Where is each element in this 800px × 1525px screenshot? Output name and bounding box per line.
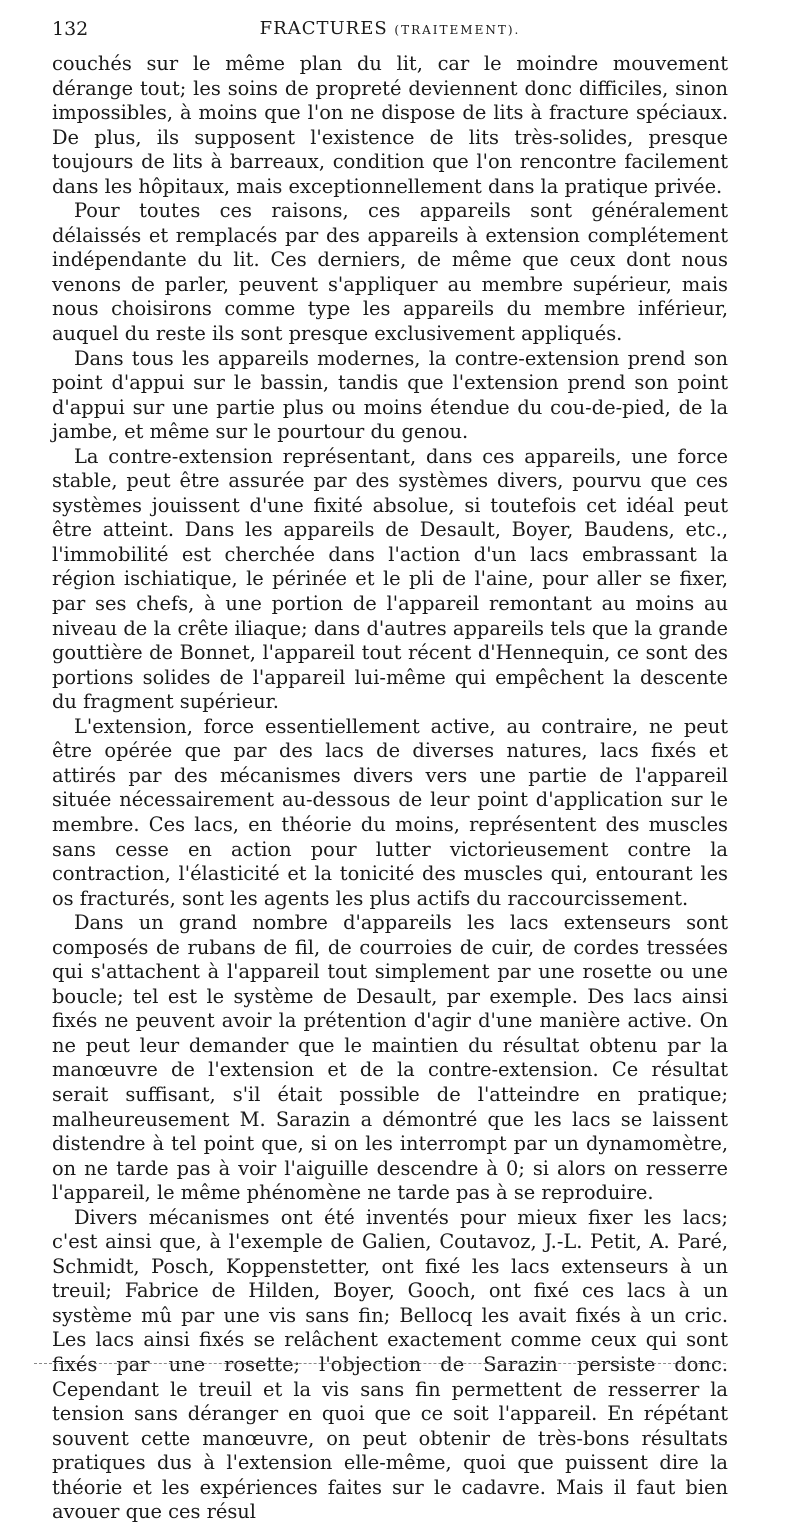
running-head xyxy=(52,18,728,39)
footnote-rule xyxy=(34,1363,726,1364)
paragraph-7: Divers mécanismes ont été inventés pour mieux fixer les lacs; c'est ainsi que, à l'exemple de Galien, Coutavoz, J.-L. Petit, A. Paré, Schmidt, Posch, Koppenstetter, ont fixé les lacs extenseurs à un treuil; Fabrice de Hilden, Boyer, Gooch, ont fixé ces lacs à un système mû par une vis sans fin; Bellocq les avait fixés à un cric. Les lacs ainsi fixés se relâchent exactement comme ceux qui sont fixés par une rosette; l'objection de Sarazin persiste donc. Cependant le treuil et la vis sans fin permettent de resserrer la tension sans déranger en quoi que ce soit l'appareil. En répétant souvent cette manœuvre, on peut obtenir de très-bons résultats pratiques dus à l'extension elle-même, quoi que puissent dire la théorie et les expériences faites sur le cadavre. Mais il faut bien avouer que ces résul xyxy=(52,1205,728,1524)
page-header xyxy=(52,18,728,52)
book-page xyxy=(52,18,728,1525)
paragraph-2: Pour toutes ces raisons, ces appareils sont généralement délaissés et remplacés par des appareils à extension complétement indépendante du lit. Ces derniers, de même que ceux dont nous venons de parler, peuvent s'appliquer au membre supérieur, mais nous choisirons comme type les appareils du membre inférieur, auquel du reste ils sont presque exclusivement appliqués. xyxy=(52,199,728,346)
running-title: FRACTURES xyxy=(259,18,388,39)
paragraph-6: Dans un grand nombre d'appareils les lacs extenseurs sont composés de rubans de fil, de courroies de cuir, de cordes tressées qui s'attachent à l'appareil tout simplement par une rosette ou une boucle; tel est le système de Desault, par exemple. Des lacs ainsi fixés ne peuvent avoir la prétention d'agir d'une manière active. On ne peut leur demander que le maintien du résultat obtenu par la manœuvre de l'extension et de la contre-extension. Ce résultat serait suffisant, s'il était possible de l'atteindre en pratique; malheureusement M. Sarazin a démontré que les lacs se laissent distendre à tel point que, si on les interrompt par un dynamomètre, on ne tarde pas à voir l'aiguille descendre à 0; si alors on resserre l'appareil, le même phénomène ne tarde pas à se reproduire. xyxy=(52,911,728,1205)
running-subtitle: (TRAITEMENT). xyxy=(394,23,521,37)
page-number: 132 xyxy=(52,18,89,40)
paragraph-3: Dans tous les appareils modernes, la contre-extension prend son point d'appui sur le bassin, tandis que l'extension prend son point d'appui sur une partie plus ou moins étendue du cou-de-pied, de la jambe, et même sur le pourtour du genou. xyxy=(52,346,728,444)
paragraph-1: couchés sur le même plan du lit, car le moindre mouvement dérange tout; les soins de propreté deviennent donc difficiles, sinon impossibles, à moins que l'on ne dispose de lits à fracture spéciaux. De plus, ils supposent l'existence de lits très-solides, presque toujours de lits à barreaux, condition que l'on rencontre facilement dans les hôpitaux, mais exceptionnellement dans la pratique privée. xyxy=(52,52,728,198)
paragraph-4: La contre-extension représentant, dans ces appareils, une force stable, peut être assurée par des systèmes divers, pourvu que ces systèmes jouissent d'une fixité absolue, si toutefois cet idéal peut être atteint. Dans les appareils de Desault, Boyer, Baudens, etc., l'immobilité est cherchée dans l'action d'un lacs embrassant la région ischiatique, le périnée et le pli de l'aine, pour aller se fixer, par ses chefs, à une portion de l'appareil remontant au moins au niveau de la crête iliaque; dans d'autres appareils tels que la grande gouttière de Bonnet, l'appareil tout récent d'Hennequin, ce sont des portions solides de l'appareil lui-même qui empêchent la descente du fragment supérieur. xyxy=(52,444,728,714)
paragraph-5: L'extension, force essentiellement active, au contraire, ne peut être opérée que par des lacs de diverses natures, lacs fixés et attirés par des mécanismes divers vers une partie de l'appareil située nécessairement au-dessous de leur point d'application sur le membre. Ces lacs, en théorie du moins, représentent des muscles sans cesse en action pour lutter victorieusement contre la contraction, l'élasticité et la tonicité des muscles qui, entourant les os fracturés, sont les agents les plus actifs du raccourcissement. xyxy=(52,714,728,910)
body-text xyxy=(52,52,728,1525)
